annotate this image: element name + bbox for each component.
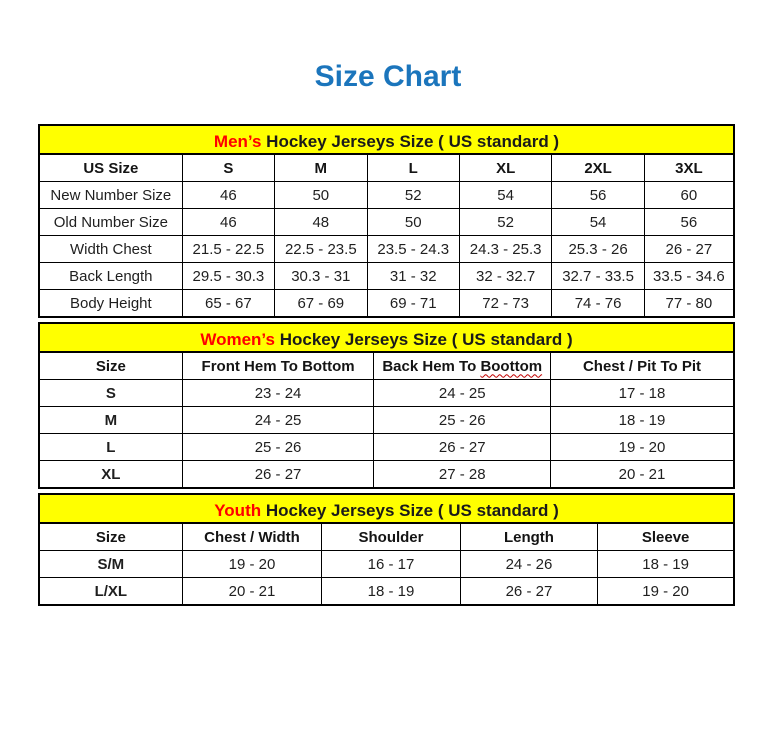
mens-column-header: L <box>367 154 459 182</box>
mens-column-header: 3XL <box>644 154 734 182</box>
mens-data-cell: 72 - 73 <box>459 290 551 318</box>
mens-data-cell: 60 <box>644 182 734 209</box>
womens-band-highlight: Women’s <box>200 330 275 349</box>
youth-row-label: L/XL <box>39 578 182 606</box>
womens-data-cell: 24 - 25 <box>374 380 551 407</box>
mens-data-cell: 24.3 - 25.3 <box>459 236 551 263</box>
mens-data-cell: 54 <box>459 182 551 209</box>
mens-data-cell: 56 <box>644 209 734 236</box>
womens-column-header: Front Hem To Bottom <box>182 352 374 380</box>
mens-header-row <box>39 154 734 182</box>
womens-row-label: M <box>39 407 182 434</box>
section-womens <box>38 322 735 489</box>
youth-size-table <box>38 522 735 606</box>
mens-data-cell: 48 <box>275 209 367 236</box>
youth-column-header: Sleeve <box>598 523 734 551</box>
womens-column-header: Back Hem To Boottom <box>374 352 551 380</box>
spellcheck-underlined-word: Boottom <box>480 357 543 375</box>
mens-row-label: Back Length <box>39 263 182 290</box>
mens-column-header: XL <box>459 154 551 182</box>
mens-data-cell: 77 - 80 <box>644 290 734 318</box>
mens-data-cell: 30.3 - 31 <box>275 263 367 290</box>
mens-data-cell: 33.5 - 34.6 <box>644 263 734 290</box>
youth-band-text: Hockey Jerseys Size ( US standard ) <box>261 501 559 520</box>
youth-column-header: Length <box>460 523 598 551</box>
youth-data-cell: 19 - 20 <box>182 551 322 578</box>
mens-data-cell: 54 <box>552 209 644 236</box>
section-mens <box>38 124 735 318</box>
mens-data-cell: 26 - 27 <box>644 236 734 263</box>
youth-column-header: Chest / Width <box>182 523 322 551</box>
womens-data-cell: 27 - 28 <box>374 461 551 489</box>
mens-row-label: New Number Size <box>39 182 182 209</box>
mens-data-cell: 56 <box>552 182 644 209</box>
youth-data-cell: 24 - 26 <box>460 551 598 578</box>
youth-data-cell: 26 - 27 <box>460 578 598 606</box>
womens-table-row <box>39 461 734 489</box>
mens-data-cell: 46 <box>182 182 274 209</box>
mens-section-band <box>38 124 735 155</box>
mens-band-highlight: Men’s <box>213 132 262 151</box>
mens-data-cell: 21.5 - 22.5 <box>182 236 274 263</box>
youth-table-row <box>39 551 734 578</box>
youth-row-label: S/M <box>39 551 182 578</box>
mens-data-cell: 32.7 - 33.5 <box>552 263 644 290</box>
mens-table-row <box>39 182 734 209</box>
youth-data-cell: 18 - 19 <box>598 551 734 578</box>
mens-data-cell: 23.5 - 24.3 <box>367 236 459 263</box>
youth-data-cell: 18 - 19 <box>322 578 460 606</box>
mens-data-cell: 52 <box>367 182 459 209</box>
womens-size-table <box>38 351 735 489</box>
womens-table-row <box>39 407 734 434</box>
mens-data-cell: 32 - 32.7 <box>459 263 551 290</box>
mens-table-row <box>39 290 734 318</box>
mens-table-row <box>39 263 734 290</box>
youth-header-row <box>39 523 734 551</box>
youth-table-row <box>39 578 734 606</box>
womens-header-row <box>39 352 734 380</box>
womens-data-cell: 20 - 21 <box>550 461 734 489</box>
youth-data-cell: 19 - 20 <box>598 578 734 606</box>
womens-data-cell: 25 - 26 <box>182 434 374 461</box>
womens-column-header: Size <box>39 352 182 380</box>
womens-section-band <box>38 322 735 353</box>
mens-data-cell: 74 - 76 <box>552 290 644 318</box>
womens-data-cell: 26 - 27 <box>374 434 551 461</box>
mens-size-table <box>38 153 735 318</box>
womens-row-label: L <box>39 434 182 461</box>
mens-data-cell: 25.3 - 26 <box>552 236 644 263</box>
mens-data-cell: 50 <box>367 209 459 236</box>
mens-data-cell: 29.5 - 30.3 <box>182 263 274 290</box>
mens-table-row <box>39 209 734 236</box>
section-youth <box>38 493 735 606</box>
mens-column-header: S <box>182 154 274 182</box>
youth-data-cell: 16 - 17 <box>322 551 460 578</box>
womens-row-label: XL <box>39 461 182 489</box>
size-chart-sections <box>38 124 735 610</box>
mens-band-text: Hockey Jerseys Size ( US standard ) <box>261 132 560 151</box>
womens-data-cell: 23 - 24 <box>182 380 374 407</box>
womens-data-cell: 24 - 25 <box>182 407 374 434</box>
mens-data-cell: 69 - 71 <box>367 290 459 318</box>
womens-data-cell: 26 - 27 <box>182 461 374 489</box>
mens-table-row <box>39 236 734 263</box>
mens-data-cell: 65 - 67 <box>182 290 274 318</box>
womens-data-cell: 19 - 20 <box>550 434 734 461</box>
page-title: Size Chart <box>314 60 462 93</box>
womens-data-cell: 17 - 18 <box>550 380 734 407</box>
womens-row-label: S <box>39 380 182 407</box>
mens-data-cell: 46 <box>182 209 274 236</box>
womens-band-text: Hockey Jerseys Size ( US standard ) <box>274 330 573 349</box>
mens-row-label: Body Height <box>39 290 182 318</box>
youth-column-header: Size <box>39 523 182 551</box>
womens-table-row <box>39 380 734 407</box>
mens-data-cell: 67 - 69 <box>275 290 367 318</box>
mens-data-cell: 50 <box>275 182 367 209</box>
mens-column-header: 2XL <box>552 154 644 182</box>
womens-data-cell: 25 - 26 <box>374 407 551 434</box>
mens-column-header: US Size <box>39 154 182 182</box>
mens-column-header: M <box>275 154 367 182</box>
youth-band-highlight: Youth <box>214 501 262 520</box>
mens-data-cell: 22.5 - 23.5 <box>275 236 367 263</box>
womens-table-row <box>39 434 734 461</box>
youth-column-header: Shoulder <box>322 523 460 551</box>
mens-data-cell: 31 - 32 <box>367 263 459 290</box>
youth-section-band <box>38 493 735 524</box>
womens-data-cell: 18 - 19 <box>550 407 734 434</box>
youth-data-cell: 20 - 21 <box>182 578 322 606</box>
mens-row-label: Old Number Size <box>39 209 182 236</box>
mens-row-label: Width Chest <box>39 236 182 263</box>
mens-data-cell: 52 <box>459 209 551 236</box>
womens-column-header: Chest / Pit To Pit <box>550 352 734 380</box>
